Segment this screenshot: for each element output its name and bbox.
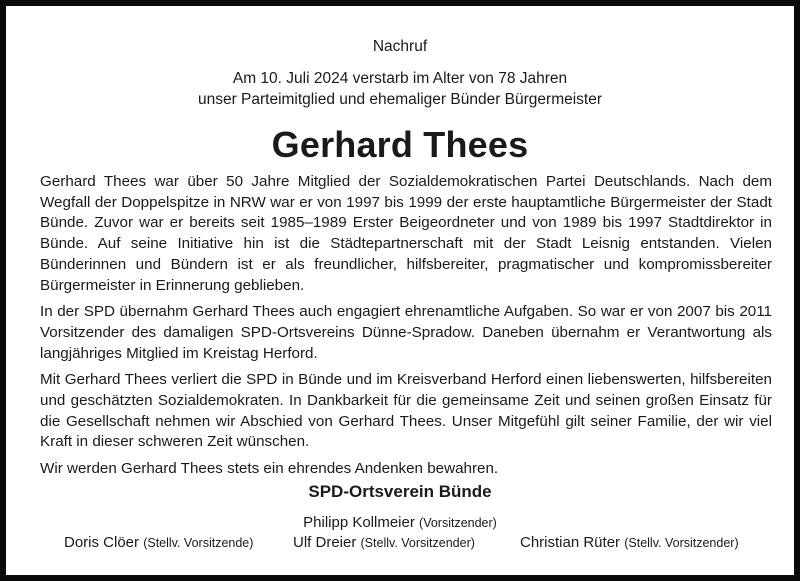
intro-line: Am 10. Juli 2024 verstarb im Alter von 78 Jahren <box>232 70 568 87</box>
signatory-role: (Stellv. Vorsitzender) <box>624 536 739 550</box>
signatory-role: (Stellv. Vorsitzender) <box>360 536 475 550</box>
signatory-chair <box>6 514 794 531</box>
signatory-name: Doris Clöer <box>64 534 140 551</box>
signatory-role: (Stellv. Vorsitzende) <box>143 536 254 550</box>
body-paragraph: Mit Gerhard Thees verliert die SPD in Bünde und im Kreisverband Herford einen liebenswerten, hilfsbereiten und geschätzten Sozialdemokraten. In Dankbarkeit für die gemeinsame Zeit und seinen großen Einsatz für die Gesellschaft nehmen wir Abschied von Gerhard Thees. Unser Mitgefühl gilt seiner Familie, der wir viel Kraft in dieser schweren Zeit wünschen. <box>40 371 772 451</box>
signatory-name: Ulf Dreier <box>293 534 357 551</box>
notice-label: Nachruf <box>372 38 428 55</box>
intro-text <box>6 68 794 110</box>
signatory-deputy <box>64 534 253 551</box>
body-paragraph: In der SPD übernahm Gerhard Thees auch engagiert ehrenamtliche Aufgaben. So war er von 2007 bis 2011 Vorsitzender des damaligen SPD-Ortsvereins Dünne-Spradow. Daneben übernahm er Verantwortung als langjähriges Mitglied im Kreistag Herford. <box>40 303 772 362</box>
signatory-name: Philipp Kollmeier <box>303 514 415 531</box>
organization-name: SPD-Ortsverein Bünde <box>308 482 492 501</box>
intro-line: unser Parteimitglied und ehemaliger Bünder Bürgermeister <box>197 91 603 108</box>
signatory-deputy <box>293 534 475 551</box>
obituary-body <box>40 172 772 486</box>
body-paragraph: Wir werden Gerhard Thees stets ein ehrendes Andenken bewahren. <box>40 460 499 478</box>
body-paragraph: Gerhard Thees war über 50 Jahre Mitglied der Sozialdemokratischen Partei Deutschlands. Nach dem Wegfall der Doppelspitze in NRW war er von 1997 bis 1999 der erste hauptamtliche Bürgermeister der Stadt Bünde. Zuvor war er bereits seit 1985–1989 Erster Beigeordneter und von 1989 bis 1997 Stadtdirektor in Bünde. Auf seine Initiative hin ist die Städtepartnerschaft mit der Stadt Leisnig entstanden. Vielen Bünderinnen und Bündern ist er als freundlicher, hilfsbereiter, pragmatischer und kompromissbereiter Bürgermeister in Erinnerung geblieben. <box>40 173 772 294</box>
signatory-role: (Vorsitzender) <box>419 516 497 530</box>
signatory-name: Christian Rüter <box>520 534 621 551</box>
deceased-name: Gerhard Thees <box>271 124 529 165</box>
signatory-deputy <box>520 534 739 551</box>
